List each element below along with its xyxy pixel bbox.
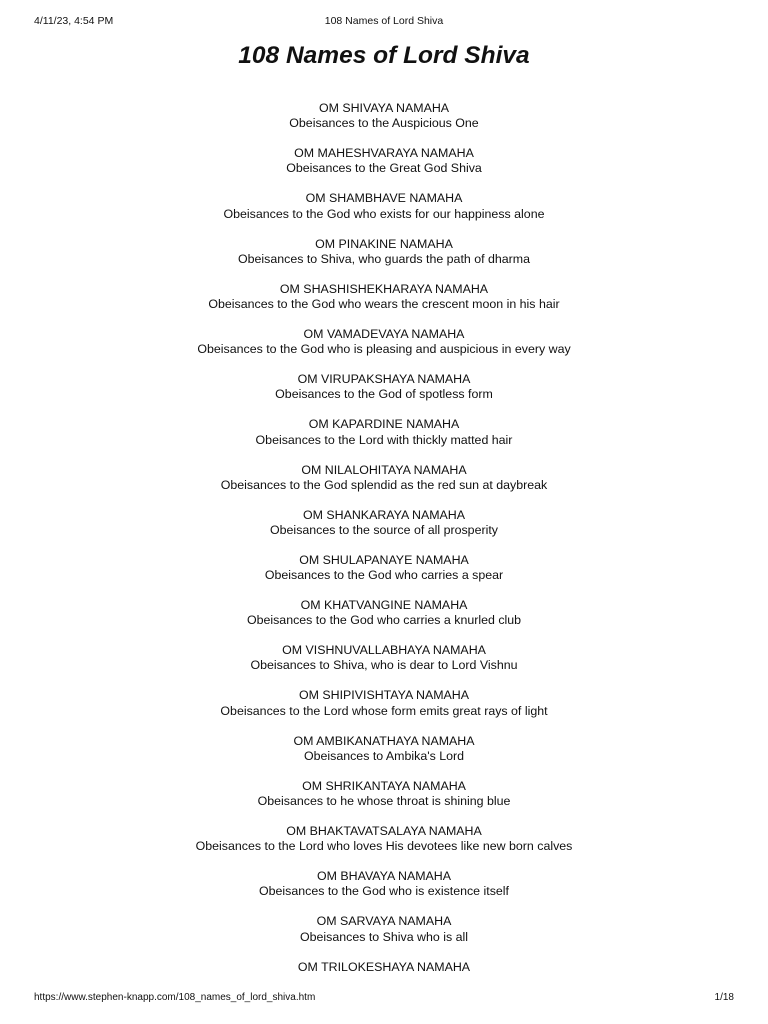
- print-datetime: 4/11/23, 4:54 PM: [34, 15, 114, 27]
- meaning-text: Obeisances to the God who is existence itself: [258, 884, 509, 899]
- mantra-text: OM VAMADEVAYA NAMAHA: [303, 326, 465, 341]
- name-entry: [0, 237, 768, 282]
- name-entry: [0, 101, 768, 146]
- meaning-text: Obeisances to the God who carries a spear: [264, 568, 504, 583]
- meaning-text: Obeisances to the Lord who loves His devotees like new born calves: [195, 839, 573, 854]
- mantra-text: OM NILALOHITAYA NAMAHA: [301, 462, 467, 477]
- meaning-text: Obeisances to Ambika's Lord: [303, 748, 465, 763]
- mantra-text: OM PINAKINE NAMAHA: [315, 236, 453, 251]
- print-footer: [0, 992, 768, 1006]
- meaning-text: Obeisances to the God who wears the crescent moon in his hair: [208, 296, 560, 311]
- meaning-text: Obeisances to the God who carries a knurled club: [246, 613, 522, 628]
- name-entry: [0, 734, 768, 779]
- mantra-text: OM KAPARDINE NAMAHA: [308, 417, 460, 432]
- meaning-text: Obeisances to the Great God Shiva: [286, 161, 482, 176]
- meaning-text: Obeisances to the Lord whose form emits great rays of light: [220, 703, 548, 718]
- name-entry: [0, 282, 768, 327]
- meaning-text: Obeisances to Shiva, who guards the path of dharma: [237, 251, 531, 266]
- mantra-text: OM VISHNUVALLABHAYA NAMAHA: [282, 643, 486, 658]
- meaning-text: Obeisances to Shiva, who is dear to Lord Vishnu: [250, 658, 518, 673]
- mantra-text: OM SHIVAYA NAMAHA: [318, 101, 450, 115]
- names-list: [0, 101, 768, 1005]
- name-entry: [0, 417, 768, 462]
- name-entry: [0, 643, 768, 688]
- meaning-text: Obeisances to Shiva who is all: [299, 929, 469, 944]
- mantra-text: OM BHAKTAVATSALAYA NAMAHA: [286, 824, 482, 838]
- name-entry: [0, 779, 768, 824]
- mantra-text: OM SHULAPANAYE NAMAHA: [299, 552, 469, 567]
- mantra-text: OM MAHESHVARAYA NAMAHA: [294, 146, 474, 161]
- meaning-text: Obeisances to the Lord with thickly matted hair: [255, 432, 513, 447]
- mantra-text: OM SHASHISHEKHARAYA NAMAHA: [279, 281, 489, 296]
- name-entry: [0, 508, 768, 553]
- name-entry: [0, 146, 768, 191]
- mantra-text: OM AMBIKANATHAYA NAMAHA: [293, 733, 475, 748]
- mantra-text: OM VIRUPAKSHAYA NAMAHA: [297, 372, 471, 387]
- meaning-text: Obeisances to the God who is pleasing and auspicious in every way: [197, 342, 571, 357]
- mantra-text: OM SHIPIVISHTAYA NAMAHA: [298, 688, 470, 703]
- mantra-text: OM KHATVANGINE NAMAHA: [300, 598, 468, 613]
- name-entry: [0, 553, 768, 598]
- mantra-text: OM TRILOKESHAYA NAMAHA: [297, 959, 471, 974]
- meaning-text: Obeisances to the God who exists for our happiness alone: [223, 206, 545, 221]
- page-title: 108 Names of Lord Shiva: [238, 42, 530, 69]
- name-entry: [0, 372, 768, 417]
- name-entry: [0, 869, 768, 914]
- print-header: [0, 15, 768, 29]
- meaning-text: Obeisances to the source of all prosperity: [270, 522, 498, 537]
- print-page-title: 108 Names of Lord Shiva: [324, 15, 444, 27]
- mantra-text: OM SHANKARAYA NAMAHA: [302, 507, 466, 522]
- meaning-text: Obeisances to he whose throat is shining blue: [257, 794, 511, 808]
- name-entry: [0, 598, 768, 643]
- name-entry: [0, 327, 768, 372]
- meaning-text: Obeisances to the God of spotless form: [275, 387, 493, 402]
- name-entry: [0, 914, 768, 959]
- meaning-text: Obeisances to the God splendid as the red sun at daybreak: [220, 477, 548, 492]
- source-url: https://www.stephen-knapp.com/108_names_of_lord_shiva.htm: [34, 992, 316, 1003]
- mantra-text: OM BHAVAYA NAMAHA: [316, 869, 452, 884]
- mantra-text: OM SHAMBHAVE NAMAHA: [305, 191, 463, 206]
- name-entry: [0, 463, 768, 508]
- name-entry: [0, 824, 768, 869]
- page-number: 1/18: [714, 992, 734, 1003]
- mantra-text: OM SHRIKANTAYA NAMAHA: [302, 778, 466, 793]
- name-entry: [0, 688, 768, 733]
- mantra-text: OM SARVAYA NAMAHA: [316, 914, 452, 929]
- meaning-text: Obeisances to the Auspicious One: [289, 116, 479, 131]
- name-entry: [0, 191, 768, 236]
